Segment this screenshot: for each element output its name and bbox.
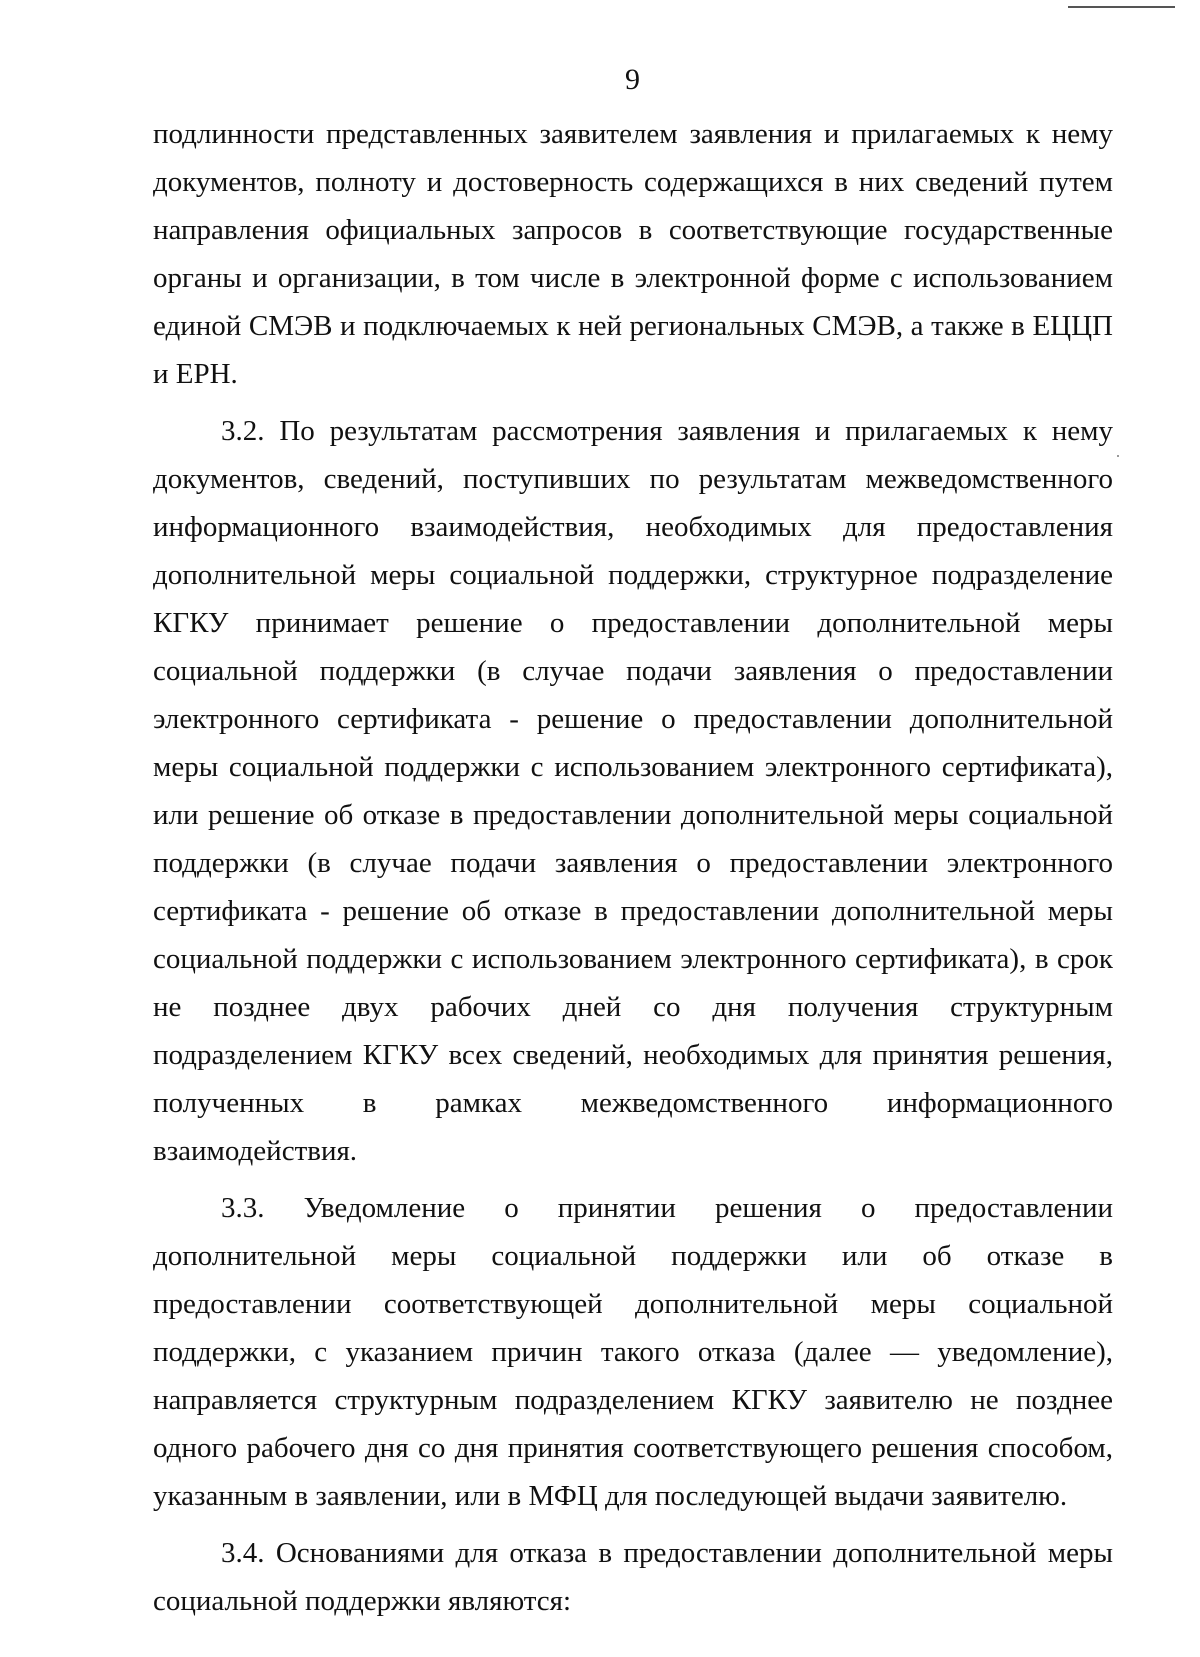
scan-edge-line	[1068, 6, 1175, 8]
scan-speck	[1117, 455, 1119, 457]
paragraph-3-2: 3.2. По результатам рассмотрения заявления и прилагаемых к нему документов, сведений, поступивших по результатам межведомственного информационного взаимодействия, необходимых для предоставления дополнительной меры социальной поддержки, структурное подразделение КГКУ принимает решение о предоставлении дополнительной меры социальной поддержки (в случае подачи заявления о предоставлении электронного сертификата - решение о предоставлении дополнительной меры социальной поддержки с использованием электронного сертификата), или решение об отказе в предоставлении дополнительной меры социальной поддержки (в случае подачи заявления о предоставлении электронного сертификата - решение об отказе в предоставлении дополнительной меры социальной поддержки с использованием электронного сертификата), в срок не позднее двух рабочих дней со дня получения структурным подразделением КГКУ всех сведений, необходимых для принятия решения, полученных в рамках межведомственного информационного взаимодействия.	[153, 415, 1113, 1167]
paragraph-3-3: 3.3. Уведомление о принятии решения о предоставлении дополнительной меры социальной поддержки или об отказе в предоставлении соответствующей дополнительной меры социальной поддержки, с указанием причин такого отказа (далее — уведомление), направляется структурным подразделением КГКУ заявителю не позднее одного рабочего дня со дня принятия соответствующего решения способом, указанным в заявлении, или в МФЦ для последующей выдачи заявителю.	[153, 1192, 1113, 1512]
page-number: 9	[625, 63, 640, 96]
document-body	[153, 110, 1113, 1625]
paragraph-3-4: 3.4. Основаниями для отказа в предоставлении дополнительной меры социальной поддержки являются:	[153, 1537, 1113, 1617]
paragraph-continuation: подлинности представленных заявителем заявления и прилагаемых к нему документов, полноту и достоверность содержащихся в них сведений путем направления официальных запросов в соответствующие государственные органы и организации, в том числе в электронной форме с использованием единой СМЭВ и подключаемых к ней региональных СМЭВ, а также в ЕЦЦП и ЕРН.	[153, 118, 1113, 390]
